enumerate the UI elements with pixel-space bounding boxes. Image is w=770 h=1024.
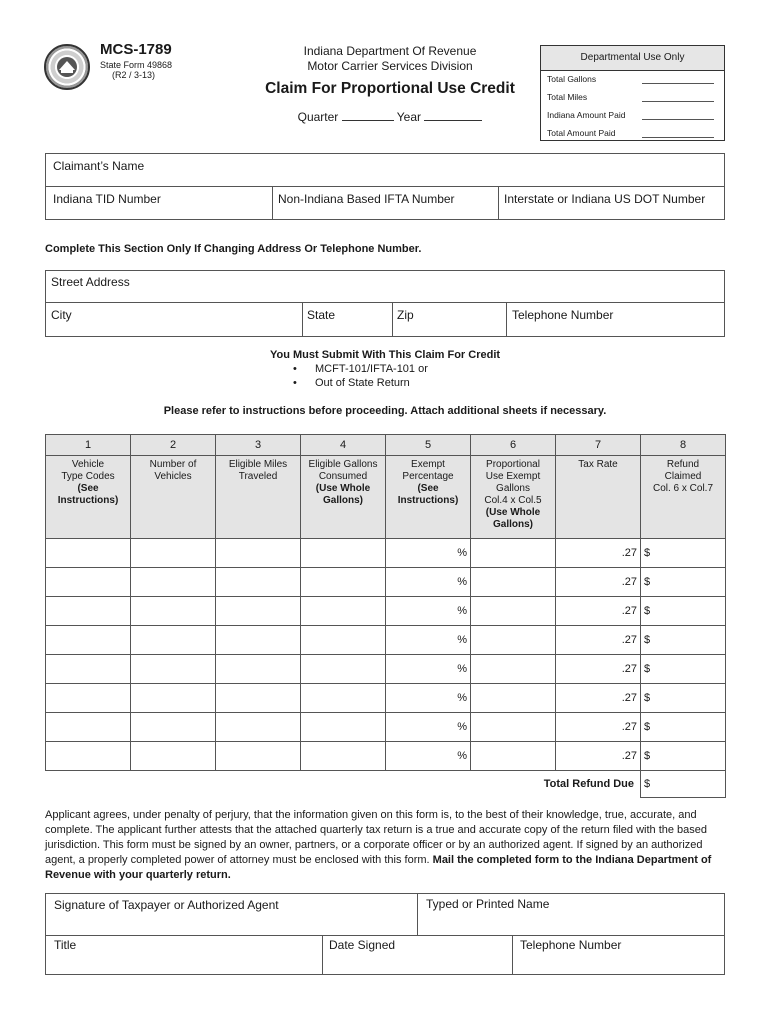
column-header-line: Tax Rate	[578, 459, 618, 470]
column-number: 2	[131, 435, 216, 456]
dept-total-gallons: Total Gallons	[547, 74, 719, 84]
exempt-percentage-input[interactable]: %	[386, 597, 471, 626]
column-header-note: (Use Whole	[315, 483, 371, 494]
printed-name-field[interactable]: Typed or Printed Name	[426, 897, 550, 911]
total-refund-label: Total Refund Due	[543, 778, 634, 790]
table-row	[46, 655, 726, 684]
table-cell-input[interactable]	[301, 597, 386, 626]
column-header-note: (See	[417, 483, 439, 494]
table-cell-input[interactable]	[216, 684, 301, 713]
exempt-percentage-input[interactable]: %	[386, 713, 471, 742]
column-header-line: Gallons	[496, 483, 530, 494]
attestation-mail-instructions: Mail the completed form to the Indiana Department of Revenue with your quarterly return.	[45, 854, 712, 881]
submit-item-out-of-state: Out of State Return	[315, 377, 410, 389]
table-cell-input[interactable]	[131, 597, 216, 626]
column-number: 1	[46, 435, 131, 456]
column-header-line: Col.4 x Col.5	[484, 495, 542, 506]
refund-claimed-input[interactable]: $	[641, 568, 726, 597]
submit-item-mcft: MCFT-101/IFTA-101 or	[315, 363, 428, 375]
claimant-name-field[interactable]: Claimant’s Name	[53, 159, 145, 173]
dot-number-field[interactable]: Interstate or Indiana US DOT Number	[504, 192, 706, 206]
column-header	[216, 456, 301, 539]
indiana-tid-field[interactable]: Indiana TID Number	[53, 192, 161, 206]
refund-claimed-input[interactable]: $	[641, 626, 726, 655]
signature-box	[45, 893, 725, 975]
table-cell-input[interactable]	[471, 568, 556, 597]
table-cell-input[interactable]	[131, 713, 216, 742]
table-cell-input[interactable]	[46, 539, 131, 568]
table-cell-input[interactable]	[216, 713, 301, 742]
total-refund-row	[46, 771, 726, 798]
quarter-input[interactable]	[342, 110, 394, 121]
departmental-use-box	[540, 45, 725, 141]
table-row	[46, 626, 726, 655]
signature-telephone-field[interactable]: Telephone Number	[520, 938, 622, 952]
column-number-row	[46, 435, 726, 456]
table-cell-input[interactable]	[301, 742, 386, 771]
date-signed-field[interactable]: Date Signed	[329, 938, 396, 952]
table-cell-input[interactable]	[216, 597, 301, 626]
table-cell-input[interactable]	[216, 539, 301, 568]
dept-total-amount-paid: Total Amount Paid	[547, 128, 719, 138]
column-header	[556, 456, 641, 539]
column-number: 6	[471, 435, 556, 456]
refund-claimed-input[interactable]: $	[641, 684, 726, 713]
table-cell-input[interactable]	[301, 568, 386, 597]
form-revision: (R2 / 3-13)	[112, 70, 156, 80]
refund-claimed-input[interactable]: $	[641, 742, 726, 771]
table-cell-input[interactable]	[301, 684, 386, 713]
address-section-title: Complete This Section Only If Changing Address Or Telephone Number.	[45, 243, 422, 255]
bullet: •	[293, 363, 297, 375]
table-cell-input[interactable]	[46, 655, 131, 684]
address-box	[45, 270, 725, 337]
tax-rate-cell: .27	[556, 742, 641, 771]
ifta-number-field[interactable]: Non-Indiana Based IFTA Number	[278, 192, 455, 206]
column-number: 5	[386, 435, 471, 456]
table-cell-input[interactable]	[471, 597, 556, 626]
table-row	[46, 713, 726, 742]
exempt-percentage-input[interactable]: %	[386, 539, 471, 568]
column-header-line: Use Exempt	[485, 471, 541, 482]
form-number: MCS-1789	[100, 41, 172, 58]
table-cell-input[interactable]	[216, 655, 301, 684]
table-cell-input[interactable]	[131, 684, 216, 713]
tax-rate-cell: .27	[556, 655, 641, 684]
column-header	[641, 456, 726, 539]
submit-list	[293, 363, 428, 391]
table-cell-input[interactable]	[471, 626, 556, 655]
claimant-box	[45, 153, 725, 220]
column-header	[471, 456, 556, 539]
table-cell-input[interactable]	[301, 539, 386, 568]
street-address-field[interactable]: Street Address	[51, 275, 130, 289]
refund-claimed-input[interactable]: $	[641, 539, 726, 568]
signature-field[interactable]: Signature of Taxpayer or Authorized Agent	[54, 898, 279, 912]
table-cell-input[interactable]	[131, 568, 216, 597]
total-refund-input[interactable]: $	[641, 771, 726, 798]
exempt-percentage-input[interactable]: %	[386, 568, 471, 597]
state-seal-logo	[44, 44, 90, 90]
column-header-line: Claimed	[664, 471, 702, 482]
tax-rate-cell: .27	[556, 597, 641, 626]
table-cell-input[interactable]	[131, 626, 216, 655]
table-cell-input[interactable]	[301, 713, 386, 742]
exempt-percentage-input[interactable]: %	[386, 626, 471, 655]
state-form-number: State Form 49868	[100, 60, 173, 70]
table-cell-input[interactable]	[471, 684, 556, 713]
column-header-line: Proportional	[486, 459, 540, 470]
column-number: 3	[216, 435, 301, 456]
table-cell-input[interactable]	[216, 568, 301, 597]
table-cell-input[interactable]	[46, 684, 131, 713]
table-cell-input[interactable]	[131, 742, 216, 771]
departmental-use-heading: Departmental Use Only	[541, 46, 724, 71]
exempt-percentage-input[interactable]: %	[386, 684, 471, 713]
attestation-text	[45, 808, 729, 883]
column-header-row	[46, 456, 726, 539]
column-number: 8	[641, 435, 726, 456]
table-cell-input[interactable]	[46, 713, 131, 742]
dept-total-miles: Total Miles	[547, 92, 719, 102]
column-header-note: (See	[77, 483, 99, 494]
bullet: •	[293, 377, 297, 389]
table-cell-input[interactable]	[131, 539, 216, 568]
table-cell-input[interactable]	[471, 655, 556, 684]
column-header-line: Vehicle	[71, 459, 105, 470]
table-row	[46, 597, 726, 626]
column-header	[131, 456, 216, 539]
column-header-line: Refund	[666, 459, 700, 470]
title-field[interactable]: Title	[54, 938, 77, 952]
column-header-note: Gallons)	[322, 495, 363, 506]
refund-claimed-input[interactable]: $	[641, 713, 726, 742]
exempt-percentage-input[interactable]: %	[386, 742, 471, 771]
submit-heading: You Must Submit With This Claim For Credit	[269, 349, 501, 361]
column-header-line: Eligible Gallons	[308, 459, 378, 470]
tax-rate-cell: .27	[556, 539, 641, 568]
zip-field[interactable]: Zip	[397, 308, 414, 322]
column-header-line: Type Codes	[61, 471, 115, 482]
table-cell-input[interactable]	[46, 742, 131, 771]
telephone-field[interactable]: Telephone Number	[512, 308, 614, 322]
agency-name: Indiana Department Of Revenue	[303, 44, 477, 58]
division-name: Motor Carrier Services Division	[307, 59, 473, 73]
refund-claimed-input[interactable]: $	[641, 655, 726, 684]
column-header-line: Number of	[149, 459, 197, 470]
tax-rate-cell: .27	[556, 713, 641, 742]
column-header-line: Percentage	[402, 471, 454, 482]
table-cell-input[interactable]	[471, 539, 556, 568]
column-header	[46, 456, 131, 539]
column-header-note: Instructions)	[397, 495, 459, 506]
table-row	[46, 742, 726, 771]
year-input[interactable]	[424, 110, 482, 121]
column-header-line: Traveled	[238, 471, 278, 482]
table-cell-input[interactable]	[216, 626, 301, 655]
column-header-line: Eligible Miles	[228, 459, 288, 470]
column-header-note: Gallons)	[492, 519, 533, 530]
claim-table	[45, 434, 726, 798]
table-cell-input[interactable]	[46, 626, 131, 655]
state-field[interactable]: State	[307, 308, 336, 322]
column-number: 7	[556, 435, 641, 456]
quarter-year-line	[240, 110, 540, 124]
table-row	[46, 568, 726, 597]
attestation-body: Applicant agrees, under penalty of perjury, that the information given on this form is, to the best of their knowledge, true, accurate, and complete. The applicant further attests that the attached quarterly tax return is a true and accurate copy of the return filed with the based jurisdiction. This form must be signed by an owner, partners, or a corporate officer or by an authorized agent. If signed by an authorized agent, a properly completed power of attorney must be enclosed with this form.	[45, 809, 708, 866]
column-header-line: Vehicles	[154, 471, 192, 482]
refund-claimed-input[interactable]: $	[641, 597, 726, 626]
table-cell-input[interactable]	[131, 655, 216, 684]
tax-rate-cell: .27	[556, 626, 641, 655]
table-cell-input[interactable]	[471, 713, 556, 742]
year-label: Year	[396, 110, 422, 124]
quarter-label: Quarter	[297, 110, 339, 124]
table-cell-input[interactable]	[216, 742, 301, 771]
column-header-line: Col. 6 x Col.7	[652, 483, 714, 494]
dept-indiana-amount-paid: Indiana Amount Paid	[547, 110, 719, 120]
tax-rate-cell: .27	[556, 684, 641, 713]
table-cell-input[interactable]	[46, 597, 131, 626]
tax-rate-cell: .27	[556, 568, 641, 597]
exempt-percentage-input[interactable]: %	[386, 655, 471, 684]
table-cell-input[interactable]	[301, 655, 386, 684]
table-row	[46, 539, 726, 568]
column-header-line: Consumed	[318, 471, 368, 482]
city-field[interactable]: City	[51, 308, 72, 322]
table-cell-input[interactable]	[301, 626, 386, 655]
column-header	[386, 456, 471, 539]
column-header-line: Exempt	[411, 459, 445, 470]
column-number: 4	[301, 435, 386, 456]
table-cell-input[interactable]	[471, 742, 556, 771]
form-title: Claim For Proportional Use Credit	[265, 80, 515, 97]
seal-icon	[46, 46, 88, 88]
instructions-notice: Please refer to instructions before proceeding. Attach additional sheets if necessary.	[163, 405, 607, 417]
column-header	[301, 456, 386, 539]
table-cell-input[interactable]	[46, 568, 131, 597]
column-header-note: Instructions)	[57, 495, 119, 506]
table-row	[46, 684, 726, 713]
column-header-note: (Use Whole	[485, 507, 541, 518]
